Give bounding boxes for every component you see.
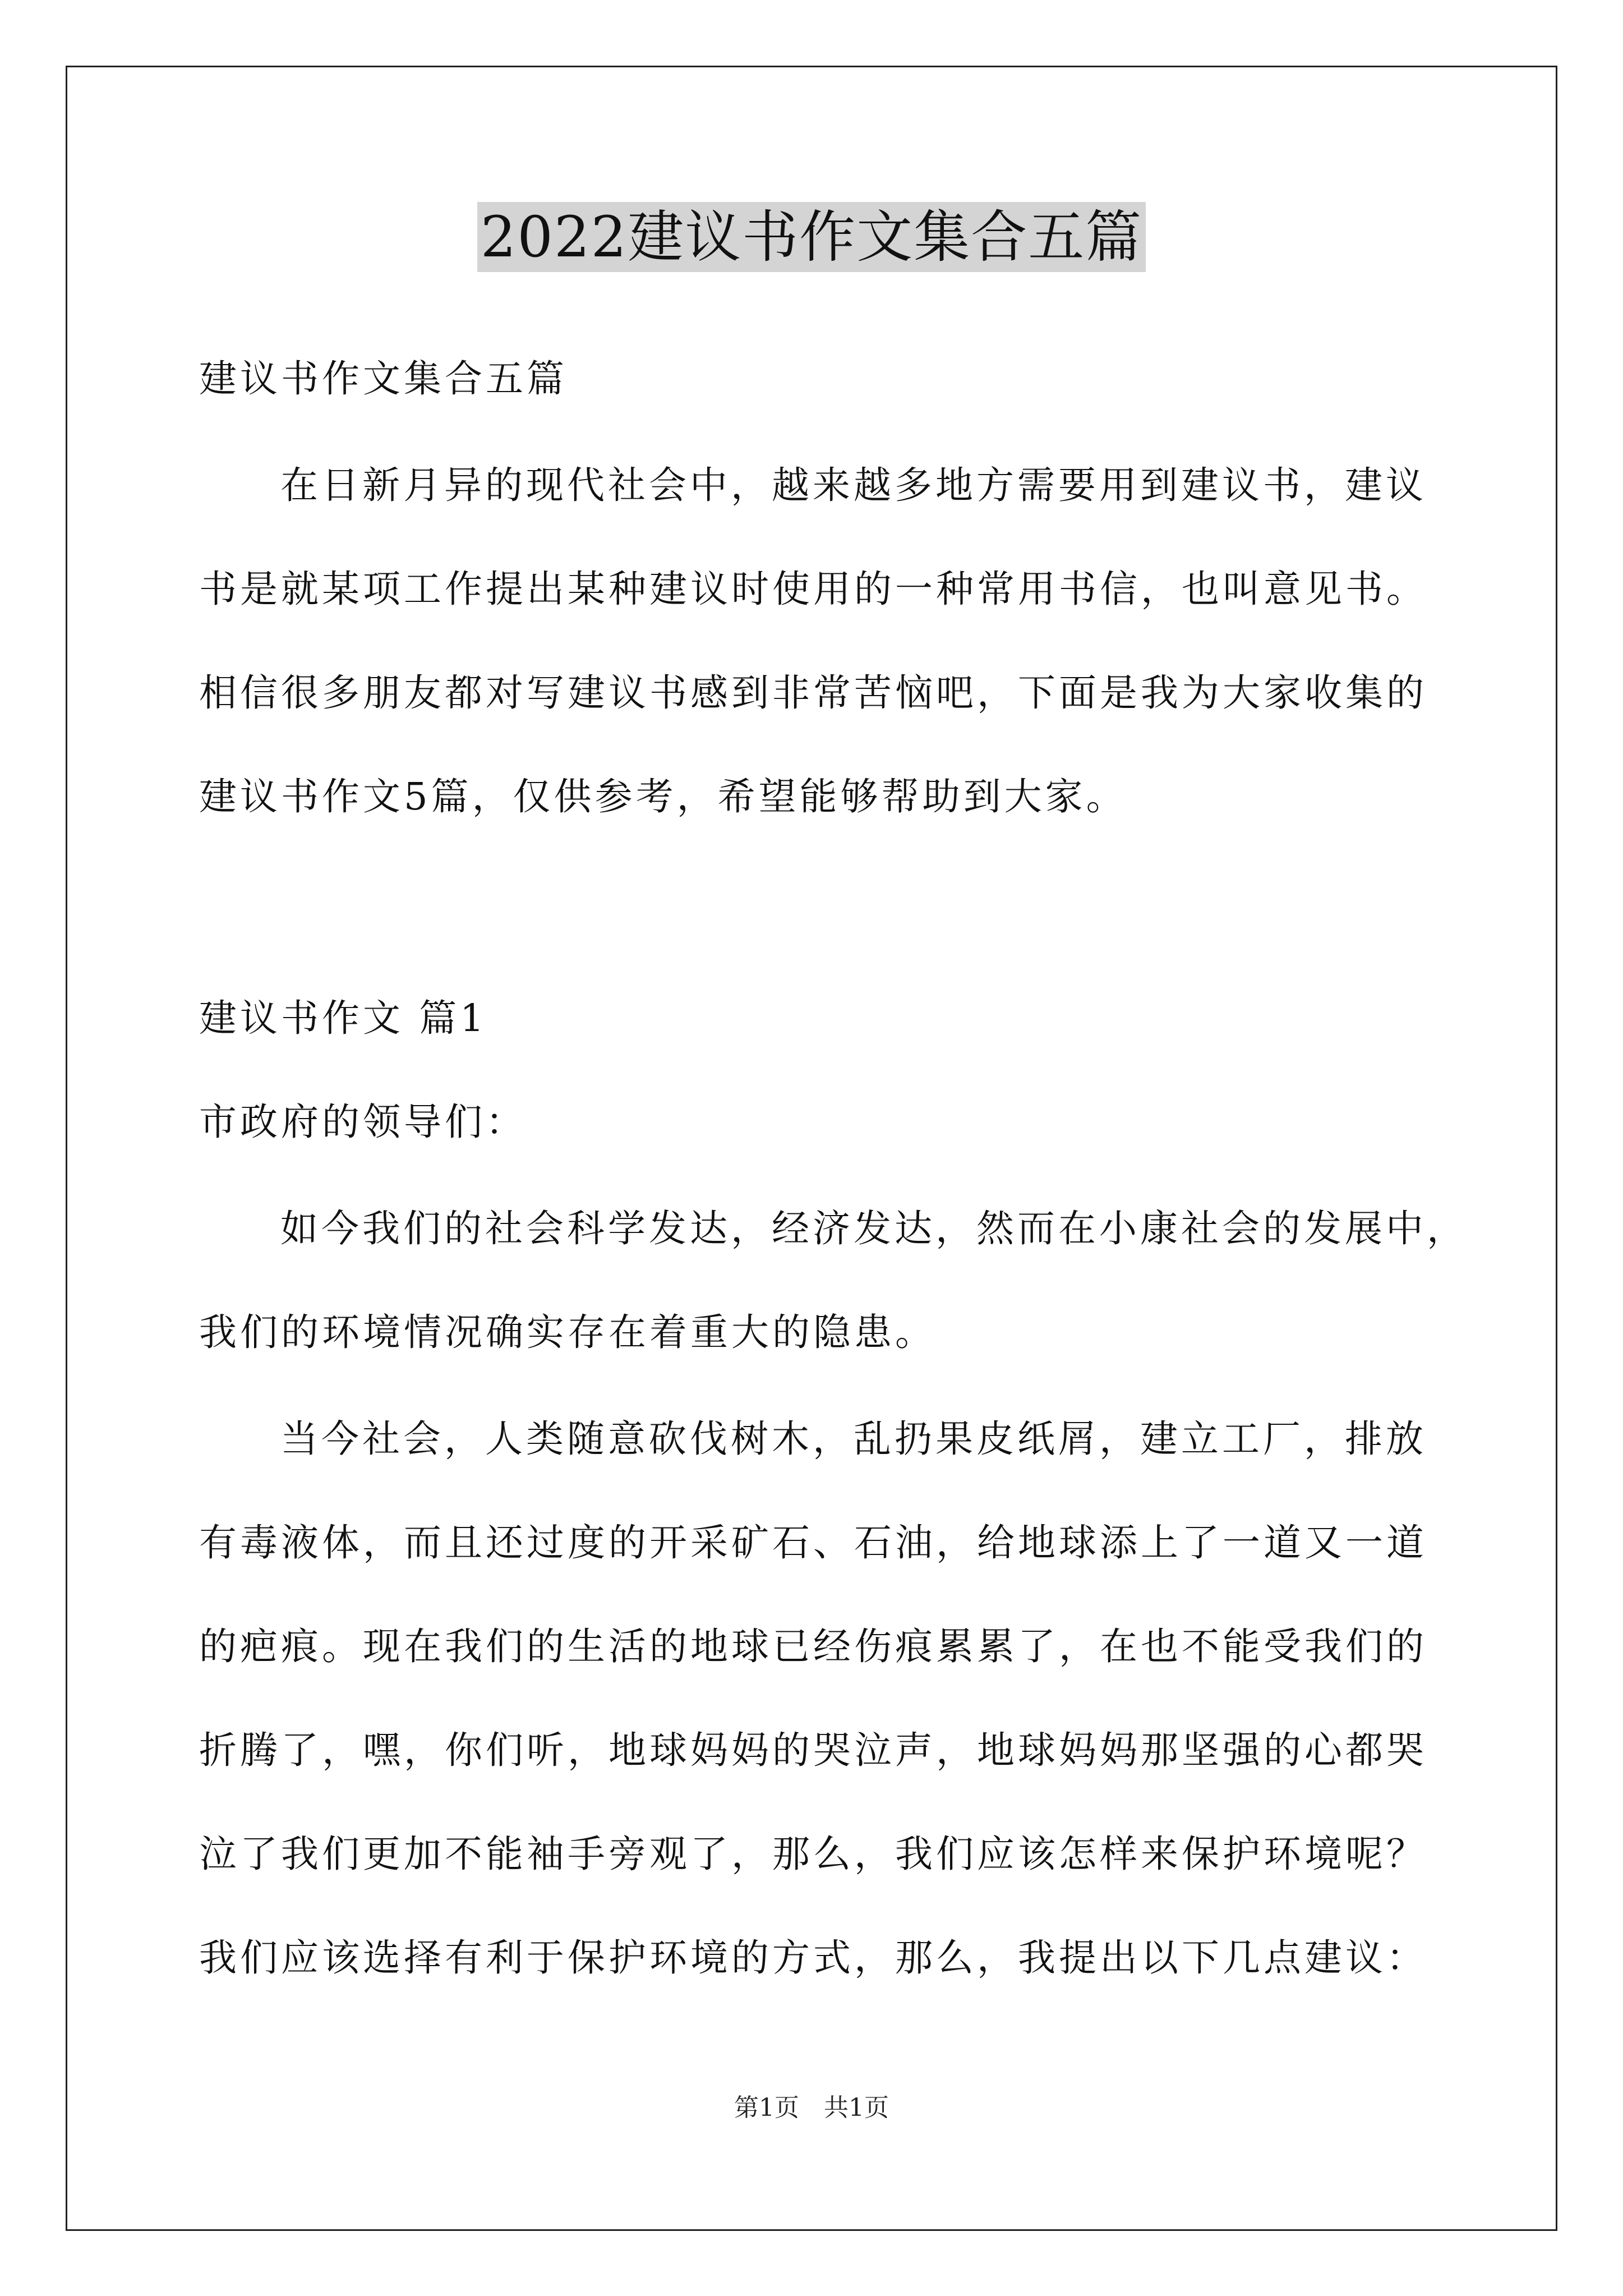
paragraph-line: 我们的环境情况确实存在着重大的隐患。: [199, 1310, 936, 1354]
paragraph-line: 的疤痕。现在我们的生活的地球已经伤痕累累了，在也不能受我们的: [199, 1625, 1427, 1668]
section-heading: 建议书作文 篇1: [199, 996, 487, 1040]
page-footer: 第1页 共1页: [734, 2093, 889, 2122]
paragraph-line: 泣了我们更加不能袖手旁观了，那么，我们应该怎样来保护环境呢？: [199, 1832, 1427, 1876]
paragraph-line: 如今我们的社会科学发达，经济发达，然而在小康社会的发展中，: [280, 1207, 1468, 1250]
salutation: 市政府的领导们：: [199, 1100, 527, 1144]
paragraph-line: 有毒液体，而且还过度的开采矿石、石油，给地球添上了一道又一道: [199, 1521, 1427, 1565]
intro-line: 建议书作文5篇，仅供参考，希望能够帮助到大家。: [199, 775, 1127, 818]
paragraph-line: 当今社会，人类随意砍伐树木，乱扔果皮纸屑，建立工厂，排放: [280, 1417, 1427, 1461]
intro-line: 相信很多朋友都对写建议书感到非常苦恼吧，下面是我为大家收集的: [199, 671, 1427, 715]
intro-line: 在日新月异的现代社会中，越来越多地方需要用到建议书，建议: [280, 463, 1427, 507]
document-subtitle: 建议书作文集合五篇: [199, 357, 568, 401]
paragraph-line: 我们应该选择有利于保护环境的方式，那么，我提出以下几点建议：: [199, 1936, 1427, 1980]
document-title-text: 2022建议书作文集合五篇: [477, 202, 1146, 272]
intro-line: 书是就某项工作提出某种建议时使用的一种常用书信，也叫意见书。: [199, 567, 1427, 611]
document-title: [0, 201, 1623, 274]
paragraph-line: 折腾了，嘿，你们听，地球妈妈的哭泣声，地球妈妈那坚强的心都哭: [199, 1728, 1427, 1772]
